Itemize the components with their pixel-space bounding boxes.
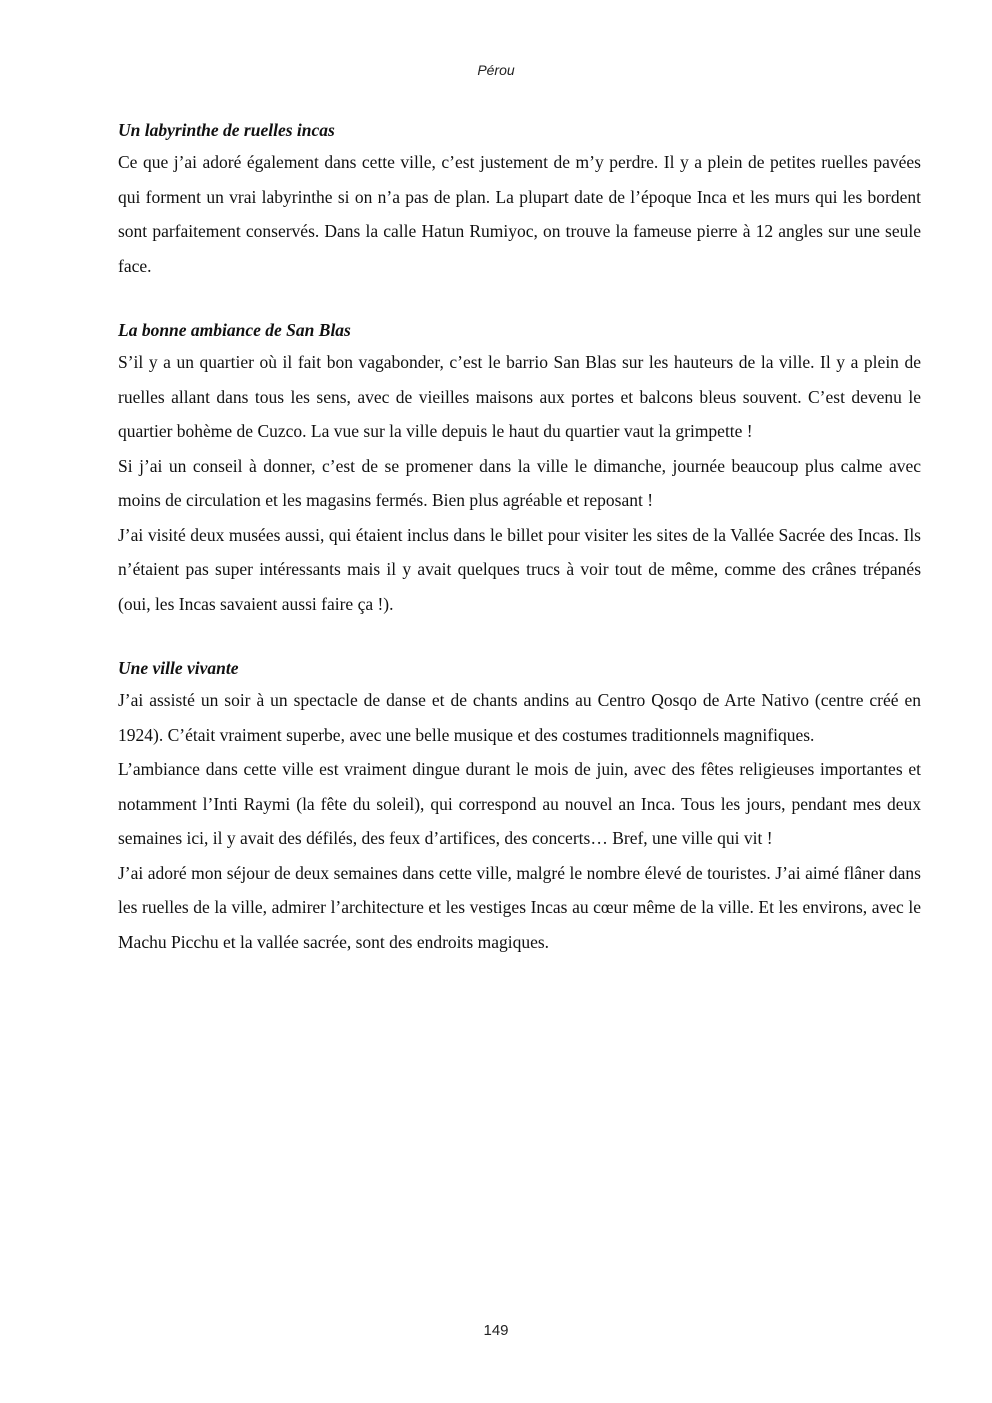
paragraph: Si j’ai un conseil à donner, c’est de se promener dans la ville le dimanche, journée beaucoup plus calme avec moins de circulation et les magasins fermés. Bien plus agréable et reposant ! xyxy=(118,455,921,510)
page-number: 149 xyxy=(483,1322,509,1339)
section-labyrinthe xyxy=(118,117,921,283)
section-title: Un labyrinthe de ruelles incas xyxy=(118,120,335,140)
paragraph: Ce que j’ai adoré également dans cette ville, c’est justement de m’y perdre. Il y a plein de petites ruelles pavées qui forment un vrai labyrinthe si on n’a pas de plan. La plupart date de l’époque Inca et les murs qui les bordent sont parfaitement conservés. Dans la calle Hatun Rumiyoc, on trouve la fameuse pierre à 12 angles sur une seule face. xyxy=(118,152,921,276)
paragraph: S’il y a un quartier où il fait bon vagabonder, c’est le barrio San Blas sur les hauteurs de la ville. Il y a plein de ruelles allant dans tous les sens, avec de vieilles maisons aux portes et balcons bleus souvent. C’est devenu le quartier bohème de Cuzco. La vue sur la ville depuis le haut du quartier vaut la grimpette ! xyxy=(118,352,921,441)
running-header: Pérou xyxy=(477,62,515,78)
paragraph: J’ai visité deux musées aussi, qui étaient inclus dans le billet pour visiter les sites de la Vallée Sacrée des Incas. Ils n’étaient pas super intéressants mais il y avait quelques trucs à voir tout de même, comme des crânes trépanés (oui, les Incas savaient aussi faire ça !). xyxy=(118,524,921,614)
page-content xyxy=(118,117,921,993)
paragraph: L’ambiance dans cette ville est vraiment dingue durant le mois de juin, avec des fêtes religieuses importantes et notamment l’Inti Raymi (la fête du soleil), qui correspond au nouvel an Inca. Tous les jours, pendant mes deux semaines ici, il y avait des défilés, des feux d’artifices, des concerts… Bref, une ville qui vit ! xyxy=(118,759,921,848)
section-title: Une ville vivante xyxy=(118,658,239,678)
section-title: La bonne ambiance de San Blas xyxy=(118,320,351,340)
section-san-blas xyxy=(118,317,921,621)
paragraph: J’ai assisté un soir à un spectacle de danse et de chants andins au Centro Qosqo de Arte Nativo (centre créé en 1924). C’était vraiment superbe, avec une belle musique et des costumes traditionnels magnifiques. xyxy=(118,690,921,745)
paragraph: J’ai adoré mon séjour de deux semaines dans cette ville, malgré le nombre élevé de touristes. J’ai aimé flâner dans les ruelles de la ville, admirer l’architecture et les vestiges Incas au cœur même de la ville. Et les environs, avec le Machu Picchu et la vallée sacrée, sont des endroits magiques. xyxy=(118,862,921,952)
section-ville-vivante xyxy=(118,655,921,959)
